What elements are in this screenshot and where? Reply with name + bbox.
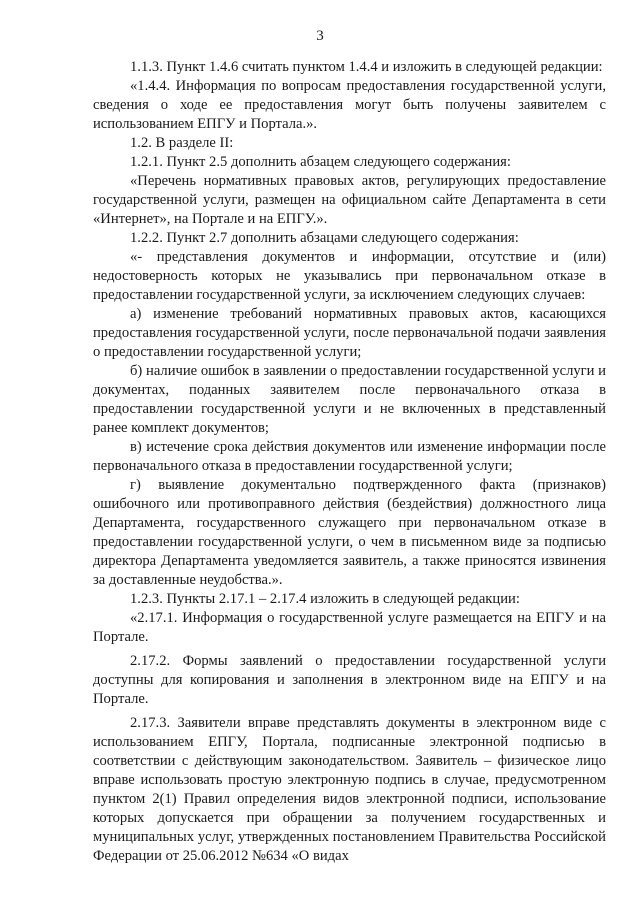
paragraph-1-2-1: 1.2.1. Пункт 2.5 дополнить абзацем следующего содержания: bbox=[130, 154, 511, 170]
list-item-a: а) изменение требований нормативных правовых актов, касающихся предоставления государственной услуги, после первоначальной подачи заявления о предоставлении государственной услуги; bbox=[93, 306, 606, 360]
page-number: 3 bbox=[316, 28, 324, 44]
paragraph-1-2-3: 1.2.3. Пункты 2.17.1 – 2.17.4 изложить в следующей редакции: bbox=[130, 591, 520, 607]
list-item-g: г) выявление документально подтвержденного факта (признаков) ошибочного или противоправного действия (бездействия) должностного лица Департамента, государственного служащего при первоначальном отказе в предоставлении государственной услуги, о чем в письменном виде за подписью директора Департамента уведомляется заявитель, а также приносятся извинения за доставленные неудобства.». bbox=[93, 477, 606, 588]
paragraph-2-17-2: 2.17.2. Формы заявлений о предоставлении государственной услуги доступны для копирования и заполнения в электронном виде на ЕПГУ и на Портале. bbox=[93, 653, 606, 707]
document-body bbox=[93, 58, 606, 866]
list-item-b: б) наличие ошибок в заявлении о предоставлении государственной услуги и документах, поданных заявителем после первоначального отказа в предоставлении государственной услуги и не включенных в представленный ранее комплект документов; bbox=[93, 363, 606, 436]
paragraph-1-2-2: 1.2.2. Пункт 2.7 дополнить абзацами следующего содержания: bbox=[130, 230, 519, 246]
paragraph-legal-acts-list: «Перечень нормативных правовых актов, регулирующих предоставление государственной услуги, размещен на официальном сайте Департамента в сети «Интернет», на Портале и на ЕПГУ.». bbox=[93, 173, 606, 227]
list-item-v: в) истечение срока действия документов или изменение информации после первоначального отказа в предоставлении государственной услуги; bbox=[93, 439, 606, 474]
paragraph-1-1-3: 1.1.3. Пункт 1.4.6 считать пунктом 1.4.4 и изложить в следующей редакции: bbox=[130, 59, 603, 75]
paragraph-2-17-1: «2.17.1. Информация о государственной услуге размещается на ЕПГУ и на Портале. bbox=[93, 610, 606, 645]
paragraph-1-2: 1.2. В разделе II: bbox=[130, 135, 234, 151]
paragraph-1-4-4: «1.4.4. Информация по вопросам предоставления государственной услуги, сведения о ходе ее предоставления могут быть получены заявителем с использованием ЕПГУ и Портала.». bbox=[93, 78, 606, 132]
paragraph-2-17-3: 2.17.3. Заявители вправе представлять документы в электронном виде с использованием ЕПГУ, Портала, подписанные электронной подписью в соответствии с действующим законодательством. Заявитель – физическое лицо вправе использовать простую электронную подпись в случае, предусмотренном пунктом 2(1) Правил определения видов электронной подписи, использование которых допускается при обращении за получением государственных и муниципальных услуг, утвержденных постановлением Правительства Российской Федерации от 25.06.2012 №634 «О видах bbox=[93, 715, 606, 864]
paragraph-documents-exceptions: «- представления документов и информации, отсутствие и (или) недостоверность которых не указывались при первоначальном отказе в предоставлении государственной услуги, за исключением следующих случаев: bbox=[93, 249, 606, 303]
